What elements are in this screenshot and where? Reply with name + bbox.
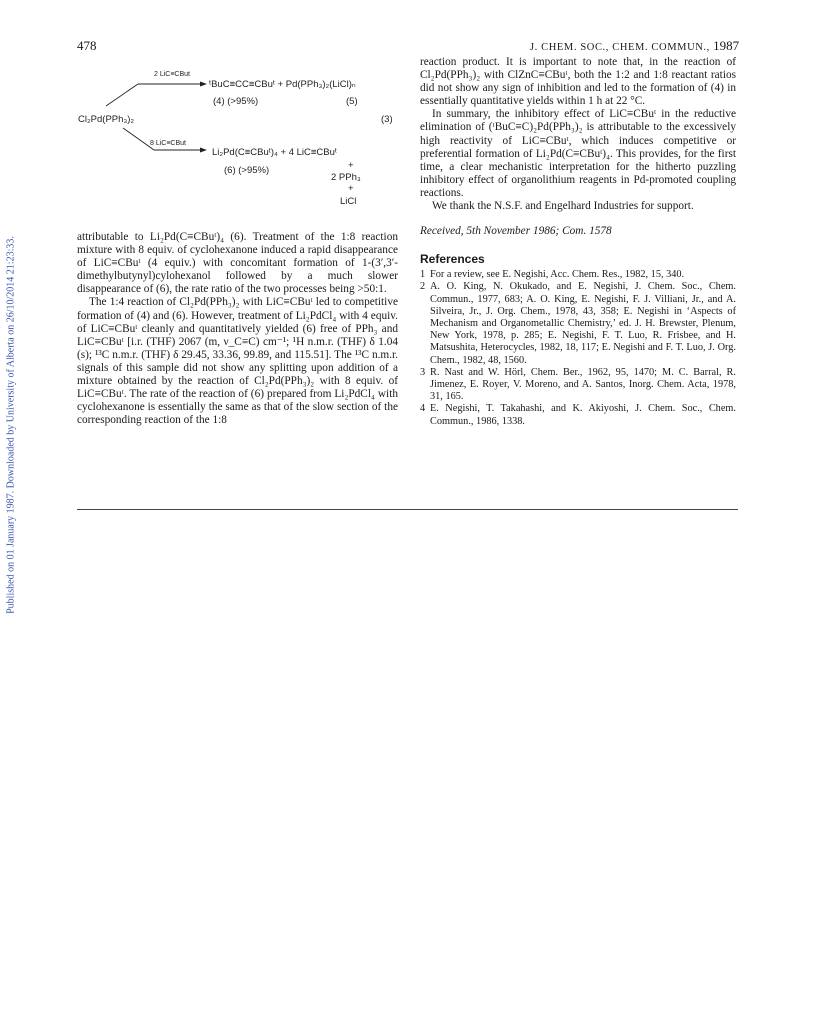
received-date: Received, 5th November 1986; Com. 1578 (420, 225, 612, 238)
right-paragraph-1: reaction product. It is important to note that, in the reaction of Cl₂Pd(PPh₃)₂ with ClZnC≡CBuᵗ, both the 1:2 and 1:8 reactant ratios did not show any sign of inhibition and led to the formation of (4) in essentially quantitative yields within 1 h at 22 °C. (420, 56, 736, 108)
scheme-plus-1: + (348, 160, 354, 171)
scheme-arrow-top-diagonal (106, 84, 138, 106)
scheme-top-products: ᵗBuC≡CC≡CBuᵗ + Pd(PPh₃)₂(LiCl)ₙ (209, 79, 356, 90)
scheme-label-4: (4) (>95%) (213, 96, 259, 107)
reaction-scheme (78, 58, 398, 207)
left-column (77, 231, 398, 427)
download-watermark (0, 215, 22, 635)
scheme-bottom-product: Li₂Pd(C≡CBuᵗ)₄ + 4 LiC≡CBuᵗ (212, 147, 337, 158)
reference-number: 3 (420, 366, 426, 378)
left-paragraph-1: attributable to Li₂Pd(C≡CBuᵗ)₄ (6). Treatment of the 1:8 reaction mixture with 8 equiv. of cyclohexanone induced a rapid disappearance of LiC≡CBuᵗ (4 equiv.) with concomitant formation of 1-(3′,3′-dimethylbutynyl)cylohexanol followed by a much slower disappearance of (6), the rate ratio of the two processes being >50:1. (77, 231, 398, 296)
scheme-arrowhead-bottom (200, 148, 207, 153)
scheme-licl: LiCl (340, 196, 357, 207)
bottom-rule (77, 509, 738, 510)
reference-item (420, 403, 736, 427)
reference-number: 1 (420, 269, 426, 281)
reference-text: E. Negishi, T. Takahashi, and K. Akiyoshi, J. Chem. Soc., Chem. Commun., 1986, 1338. (430, 403, 736, 427)
reference-item (420, 269, 736, 281)
journal-name: J. CHEM. SOC., CHEM. COMMUN., (530, 42, 710, 53)
scheme-reagent-top: 2 LiC≡CBut (154, 71, 190, 78)
right-column (420, 56, 736, 428)
scheme-reagent-bottom: 8 LiC≡CBut (150, 140, 186, 147)
scheme-plus-2: + (348, 183, 354, 194)
reference-text: A. O. King, N. Okukado, and E. Negishi, J. Chem. Soc., Chem. Commun., 1977, 683; A. O. King, E. Negishi, F. J. Villiani, Jr., and A. Silveira, Jr., J. Org. Chem., 1978, 43, 358; E. Negishi in ‘Aspects of Mechanism and Organometallic Chemistry,’ ed. J. H. Brewster, Plenum, New York, 1978, p. 285; E. Negishi, F. T. Luo, R. Frisbee, and H. Matsushita, Heterocycles, 1982, 18, 117; E. Negishi and F. T. Luo, J. Org. Chem., 1982, 48, 1560. (430, 281, 736, 366)
left-paragraph-2: The 1:4 reaction of Cl₂Pd(PPh₃)₂ with LiC≡CBuᵗ led to competitive formation of (4) and (6). However, treatment of Li₂PdCl₄ with 4 equiv. of LiC≡CBuᵗ cleanly and quantitatively yielded (6) free of PPh₃ and LiC≡CBuᵗ [i.r. (THF) 2067 (m, ν_C≡C) cm⁻¹; ¹H n.m.r. (THF) δ 1.04 (s); ¹³C n.m.r. (THF) δ 29.45, 33.36, 99.89, and 115.51]. The ¹³C n.m.r. signals of this sample did not show any splitting upon addition of a mixture obtained by the reaction of Cl₂Pd(PPh₃)₂ with 8 equiv. of LiC≡CBuᵗ. The rate of the reaction of (6) prepared from Li₂PdCl₄ with cyclohexanone is essentially the same as that of the slow section of the corresponding reaction of the 1:8 (77, 296, 398, 427)
right-paragraph-2: In summary, the inhibitory effect of LiC≡CBuᵗ in the reductive elimination of (ᵗBuC≡C)₂Pd(PPh₃)₂ is attributable to the excessively high reactivity of LiC≡CBuᵗ, which induces competitive or preferential formation of Li₂Pd(C≡CBuᵗ)₄. This provides, for the first time, a clear mechanistic interpretation for the hitherto puzzling inhibitory effect of organolithium reagents in Pd-promoted coupling reactions. (420, 108, 736, 199)
reference-item (420, 367, 736, 404)
scheme-starting-material: Cl₂Pd(PPh₃)₂ (78, 114, 135, 125)
scheme-label-6: (6) (>95%) (224, 165, 270, 176)
acknowledgement: We thank the N.S.F. and Engelhard Industries for support. (432, 200, 694, 213)
scheme-label-5: (5) (346, 96, 358, 107)
references-heading: References (420, 252, 485, 267)
running-head (530, 38, 739, 54)
references-list (420, 269, 736, 428)
journal-year: 1987 (713, 38, 740, 53)
scheme-arrowhead-top (200, 82, 207, 87)
reference-text: For a review, see E. Negishi, Acc. Chem. Res., 1982, 15, 340. (430, 269, 685, 281)
download-watermark-text: Published on 01 January 1987. Downloaded by University of Alberta on 26/10/2014 21:23:33. (5, 236, 17, 614)
scheme-pph3: 2 PPh₃ (331, 172, 361, 183)
reference-number: 2 (420, 281, 426, 293)
reference-text: R. Nast and W. Hörl, Chem. Ber., 1962, 95, 1470; M. C. Barral, R. Jimenez, E. Royer, V. Moreno, and A. Santos, Inorg. Chem. Acta, 1978, 31, 165. (430, 366, 736, 403)
page-number: 478 (77, 38, 97, 53)
reference-number: 4 (420, 403, 426, 415)
scheme-equation-number: (3) (381, 114, 393, 125)
reference-item (420, 281, 736, 366)
